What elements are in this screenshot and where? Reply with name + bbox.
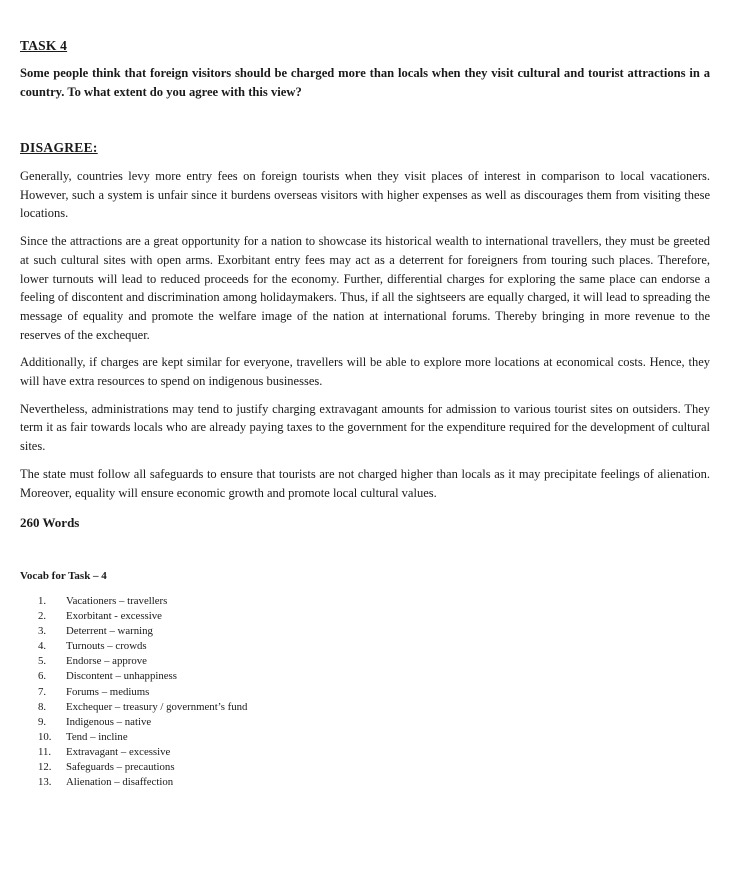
vocab-item-number: 13. <box>38 776 52 789</box>
stance-heading: DISAGREE: <box>20 140 98 155</box>
vocab-list <box>38 594 247 790</box>
vocab-item <box>38 685 247 700</box>
vocab-item-text: Exorbitant - excessive <box>66 610 162 623</box>
vocab-item-text: Safeguards – precautions <box>66 761 175 774</box>
essay-paragraph-2: Since the attractions are a great opportunity for a nation to showcase its historical wealth to international travellers, they must be greeted at such cultural sites with open arms. Exorbitant entry fees may act as a deterrent for foreigners from touring such places. Therefore, lower turnouts will lead to reduced proceeds for the economy. Further, differential charges for exploring the same place can endorse a feeling of discontent and discrimination among holidaymakers. Thus, if all the sightseers are equally charged, it will lead to spreading the message of equality and promote the welfare image of the nation at international forums. Thereby bringing in more revenue to the reserves of the exchequer. <box>20 234 710 342</box>
vocab-item <box>38 700 247 715</box>
vocab-item-number: 8. <box>38 700 47 713</box>
vocab-item-text: Deterrent – warning <box>66 625 153 638</box>
task-question: Some people think that foreign visitors should be charged more than locals when they visit cultural and tourist attractions in a country. To what extent do you agree with this view? <box>20 66 710 99</box>
vocab-item-number: 10. <box>38 730 52 743</box>
vocab-item-text: Extravagant – excessive <box>66 745 171 758</box>
vocab-item-number: 3. <box>38 625 47 638</box>
essay-paragraph-5: The state must follow all safeguards to ensure that tourists are not charged higher than locals as it may precipitate feelings of alienation. Moreover, equality will ensure economic growth and promote local cultural values. <box>20 466 710 500</box>
essay-paragraph-1: Generally, countries levy more entry fees on foreign tourists when they visit places of interest in comparison to local vacationers. However, such a system is unfair since it burdens overseas visitors with higher expenses as well as discourages them from visiting these locations. <box>20 169 710 221</box>
essay-body <box>20 167 710 511</box>
essay-paragraph-3: Additionally, if charges are kept similar for everyone, travellers will be able to explore more locations at economical costs. Hence, they will have extra resources to spend on indigenous businesses. <box>20 355 710 389</box>
vocab-item <box>38 654 247 669</box>
vocab-item <box>38 639 247 654</box>
vocab-item-number: 2. <box>38 610 47 623</box>
vocab-item-text: Endorse – approve <box>66 655 147 668</box>
vocab-item <box>38 715 247 730</box>
vocab-item <box>38 745 247 760</box>
vocab-item <box>38 594 247 609</box>
task-title: TASK 4 <box>20 38 68 53</box>
vocab-item-text: Vacationers – travellers <box>66 595 168 607</box>
vocab-item <box>38 730 247 745</box>
vocab-item-number: 5. <box>38 655 47 668</box>
vocab-item-number: 4. <box>38 640 47 653</box>
vocab-item <box>38 775 247 790</box>
vocab-item-number: 1. <box>38 595 47 607</box>
vocab-item-text: Indigenous – native <box>66 715 152 728</box>
vocab-title: Vocab for Task – 4 <box>20 570 107 582</box>
vocab-item-number: 9. <box>38 715 47 728</box>
vocab-item-text: Forums – mediums <box>66 685 150 698</box>
vocab-item-number: 7. <box>38 685 47 698</box>
word-count: 260 Words <box>20 515 80 530</box>
vocab-item-text: Discontent – unhappiness <box>66 670 177 683</box>
vocab-item-number: 12. <box>38 761 52 774</box>
vocab-item-number: 6. <box>38 670 47 683</box>
vocab-item <box>38 624 247 639</box>
vocab-item <box>38 669 247 684</box>
essay-paragraph-4: Nevertheless, administrations may tend to justify charging extravagant amounts for admission to various tourist sites on outsiders. They term it as fair towards locals who are already paying taxes to the government for the expenditure required for the development of cultural sites. <box>20 401 710 454</box>
vocab-item-text: Tend – incline <box>66 730 128 743</box>
vocab-item <box>38 609 247 624</box>
vocab-item-text: Exchequer – treasury / government’s fund <box>66 700 248 713</box>
vocab-item <box>38 760 247 775</box>
vocab-item-text: Alienation – disaffection <box>66 776 174 789</box>
vocab-item-number: 11. <box>38 745 52 758</box>
vocab-item-text: Turnouts – crowds <box>66 640 147 653</box>
